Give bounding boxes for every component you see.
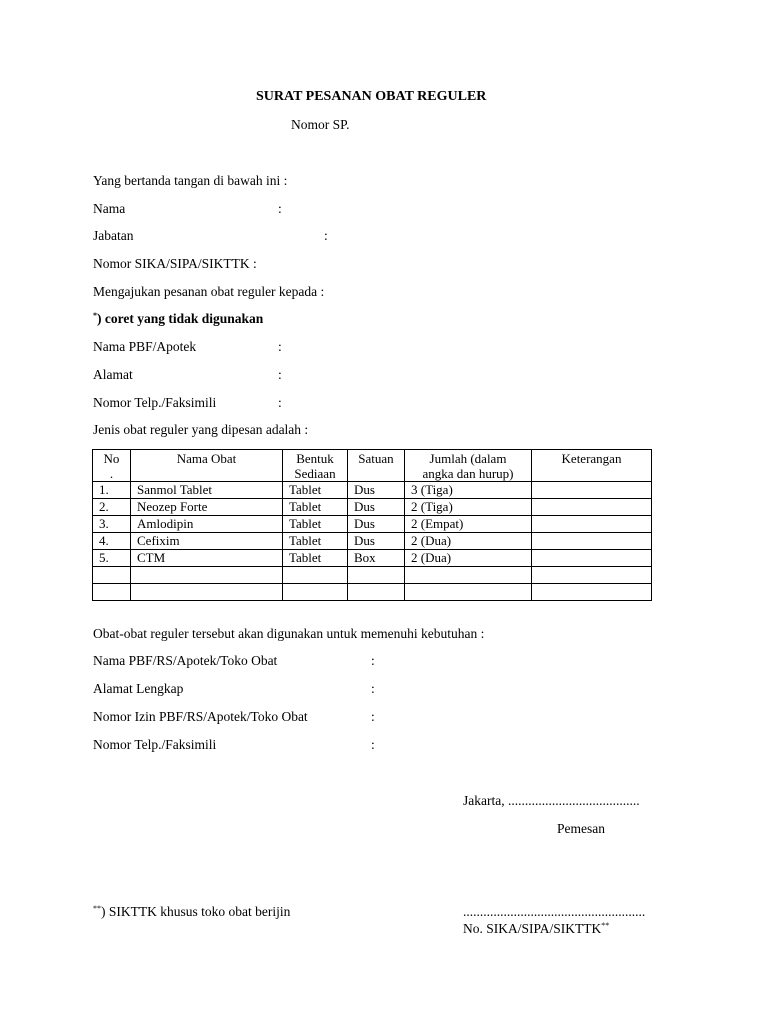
double-asterisk-mark: ** [93, 904, 101, 913]
strike-note-text: ) coret yang tidak digunakan [97, 311, 264, 326]
field-label-supplier-name: Nama PBF/Apotek [93, 339, 197, 354]
cell-name: Amlodipin [131, 516, 283, 533]
cell-qty: 2 (Empat) [405, 516, 532, 533]
list-intro: Jenis obat reguler yang dipesan adalah : [93, 422, 309, 437]
cell-unit: Dus [348, 499, 405, 516]
cell-note [532, 550, 652, 567]
cell-form: Tablet [283, 499, 348, 516]
cell-qty: 2 (Dua) [405, 533, 532, 550]
field-label-requester-phone: Nomor Telp./Faksimili [93, 737, 217, 752]
cell-no: 2. [93, 499, 131, 516]
cell-unit: Box [348, 550, 405, 567]
cell-note [532, 567, 652, 584]
cell-name [131, 567, 283, 584]
cell-no [93, 584, 131, 601]
field-colon: : [371, 737, 375, 752]
cell-form: Tablet [283, 516, 348, 533]
cell-form [283, 584, 348, 601]
field-colon: : [278, 339, 282, 354]
cell-unit: Dus [348, 516, 405, 533]
cell-no: 3. [93, 516, 131, 533]
double-asterisk-mark: ** [601, 921, 610, 930]
cell-no: 1. [93, 482, 131, 499]
table-row-empty [93, 584, 652, 601]
cell-name: Sanmol Tablet [131, 482, 283, 499]
field-label-supplier-address: Alamat [93, 367, 133, 382]
signature-license-label: No. SIKA/SIPA/SIKTTK [463, 921, 602, 936]
field-colon: : [371, 653, 375, 668]
cell-unit [348, 584, 405, 601]
cell-no: 5. [93, 550, 131, 567]
footnote-text: ) SIKTTK khusus toko obat berijin [101, 904, 291, 919]
cell-form: Tablet [283, 482, 348, 499]
cell-note [532, 516, 652, 533]
cell-name: Cefixim [131, 533, 283, 550]
strike-note [93, 311, 263, 327]
signature-license [463, 921, 609, 937]
field-label-requester-permit: Nomor Izin PBF/RS/Apotek/Toko Obat [93, 709, 308, 724]
field-label-jabatan: Jabatan [93, 228, 134, 243]
field-label-requester-address: Alamat Lengkap [93, 681, 184, 696]
cell-note [532, 584, 652, 601]
cell-note [532, 482, 652, 499]
cell-note [532, 533, 652, 550]
field-label-license: Nomor SIKA/SIPA/SIKTTK : [93, 256, 257, 271]
field-colon: : [371, 709, 375, 724]
cell-name: CTM [131, 550, 283, 567]
field-label-supplier-phone: Nomor Telp./Faksimili [93, 395, 217, 410]
header-qty: Jumlah (dalam angka dan hurup) [405, 450, 532, 482]
cell-qty [405, 567, 532, 584]
field-colon: : [278, 395, 282, 410]
intro-text: Yang bertanda tangan di bawah ini : [93, 173, 288, 188]
header-name: Nama Obat [131, 450, 283, 482]
table-row [93, 533, 652, 550]
document-title: SURAT PESANAN OBAT REGULER [256, 89, 487, 104]
cell-note [532, 499, 652, 516]
header-no: No . [93, 450, 131, 482]
table-row [93, 499, 652, 516]
request-line: Mengajukan pesanan obat reguler kepada : [93, 284, 325, 299]
cell-qty: 3 (Tiga) [405, 482, 532, 499]
cell-no: 4. [93, 533, 131, 550]
cell-qty: 2 (Dua) [405, 550, 532, 567]
cell-no [93, 567, 131, 584]
cell-form: Tablet [283, 550, 348, 567]
cell-qty [405, 584, 532, 601]
cell-unit [348, 567, 405, 584]
header-form: Bentuk Sediaan [283, 450, 348, 482]
footnote [93, 904, 290, 920]
order-number-label: Nomor SP. [291, 117, 350, 132]
cell-name: Neozep Forte [131, 499, 283, 516]
table-row [93, 516, 652, 533]
signature-place-date: Jakarta, ....................................... [463, 793, 640, 808]
table-header-row [93, 450, 652, 482]
cell-name [131, 584, 283, 601]
field-colon: : [371, 681, 375, 696]
cell-qty: 2 (Tiga) [405, 499, 532, 516]
table-row-empty [93, 567, 652, 584]
cell-form [283, 567, 348, 584]
table-row [93, 482, 652, 499]
cell-unit: Dus [348, 482, 405, 499]
cell-form: Tablet [283, 533, 348, 550]
signature-role: Pemesan [557, 821, 605, 836]
field-colon: : [278, 201, 282, 216]
field-label-requester-name: Nama PBF/RS/Apotek/Toko Obat [93, 653, 278, 668]
header-note: Keterangan [532, 450, 652, 482]
signature-line: ...................................................... [463, 904, 646, 919]
field-colon: : [278, 367, 282, 382]
cell-unit: Dus [348, 533, 405, 550]
asterisk-mark: * [93, 311, 97, 320]
table-row [93, 550, 652, 567]
field-colon: : [324, 228, 328, 243]
header-unit: Satuan [348, 450, 405, 482]
field-label-nama: Nama [93, 201, 126, 216]
medicine-order-table [92, 449, 652, 601]
usage-intro: Obat-obat reguler tersebut akan digunakan untuk memenuhi kebutuhan : [93, 626, 485, 641]
